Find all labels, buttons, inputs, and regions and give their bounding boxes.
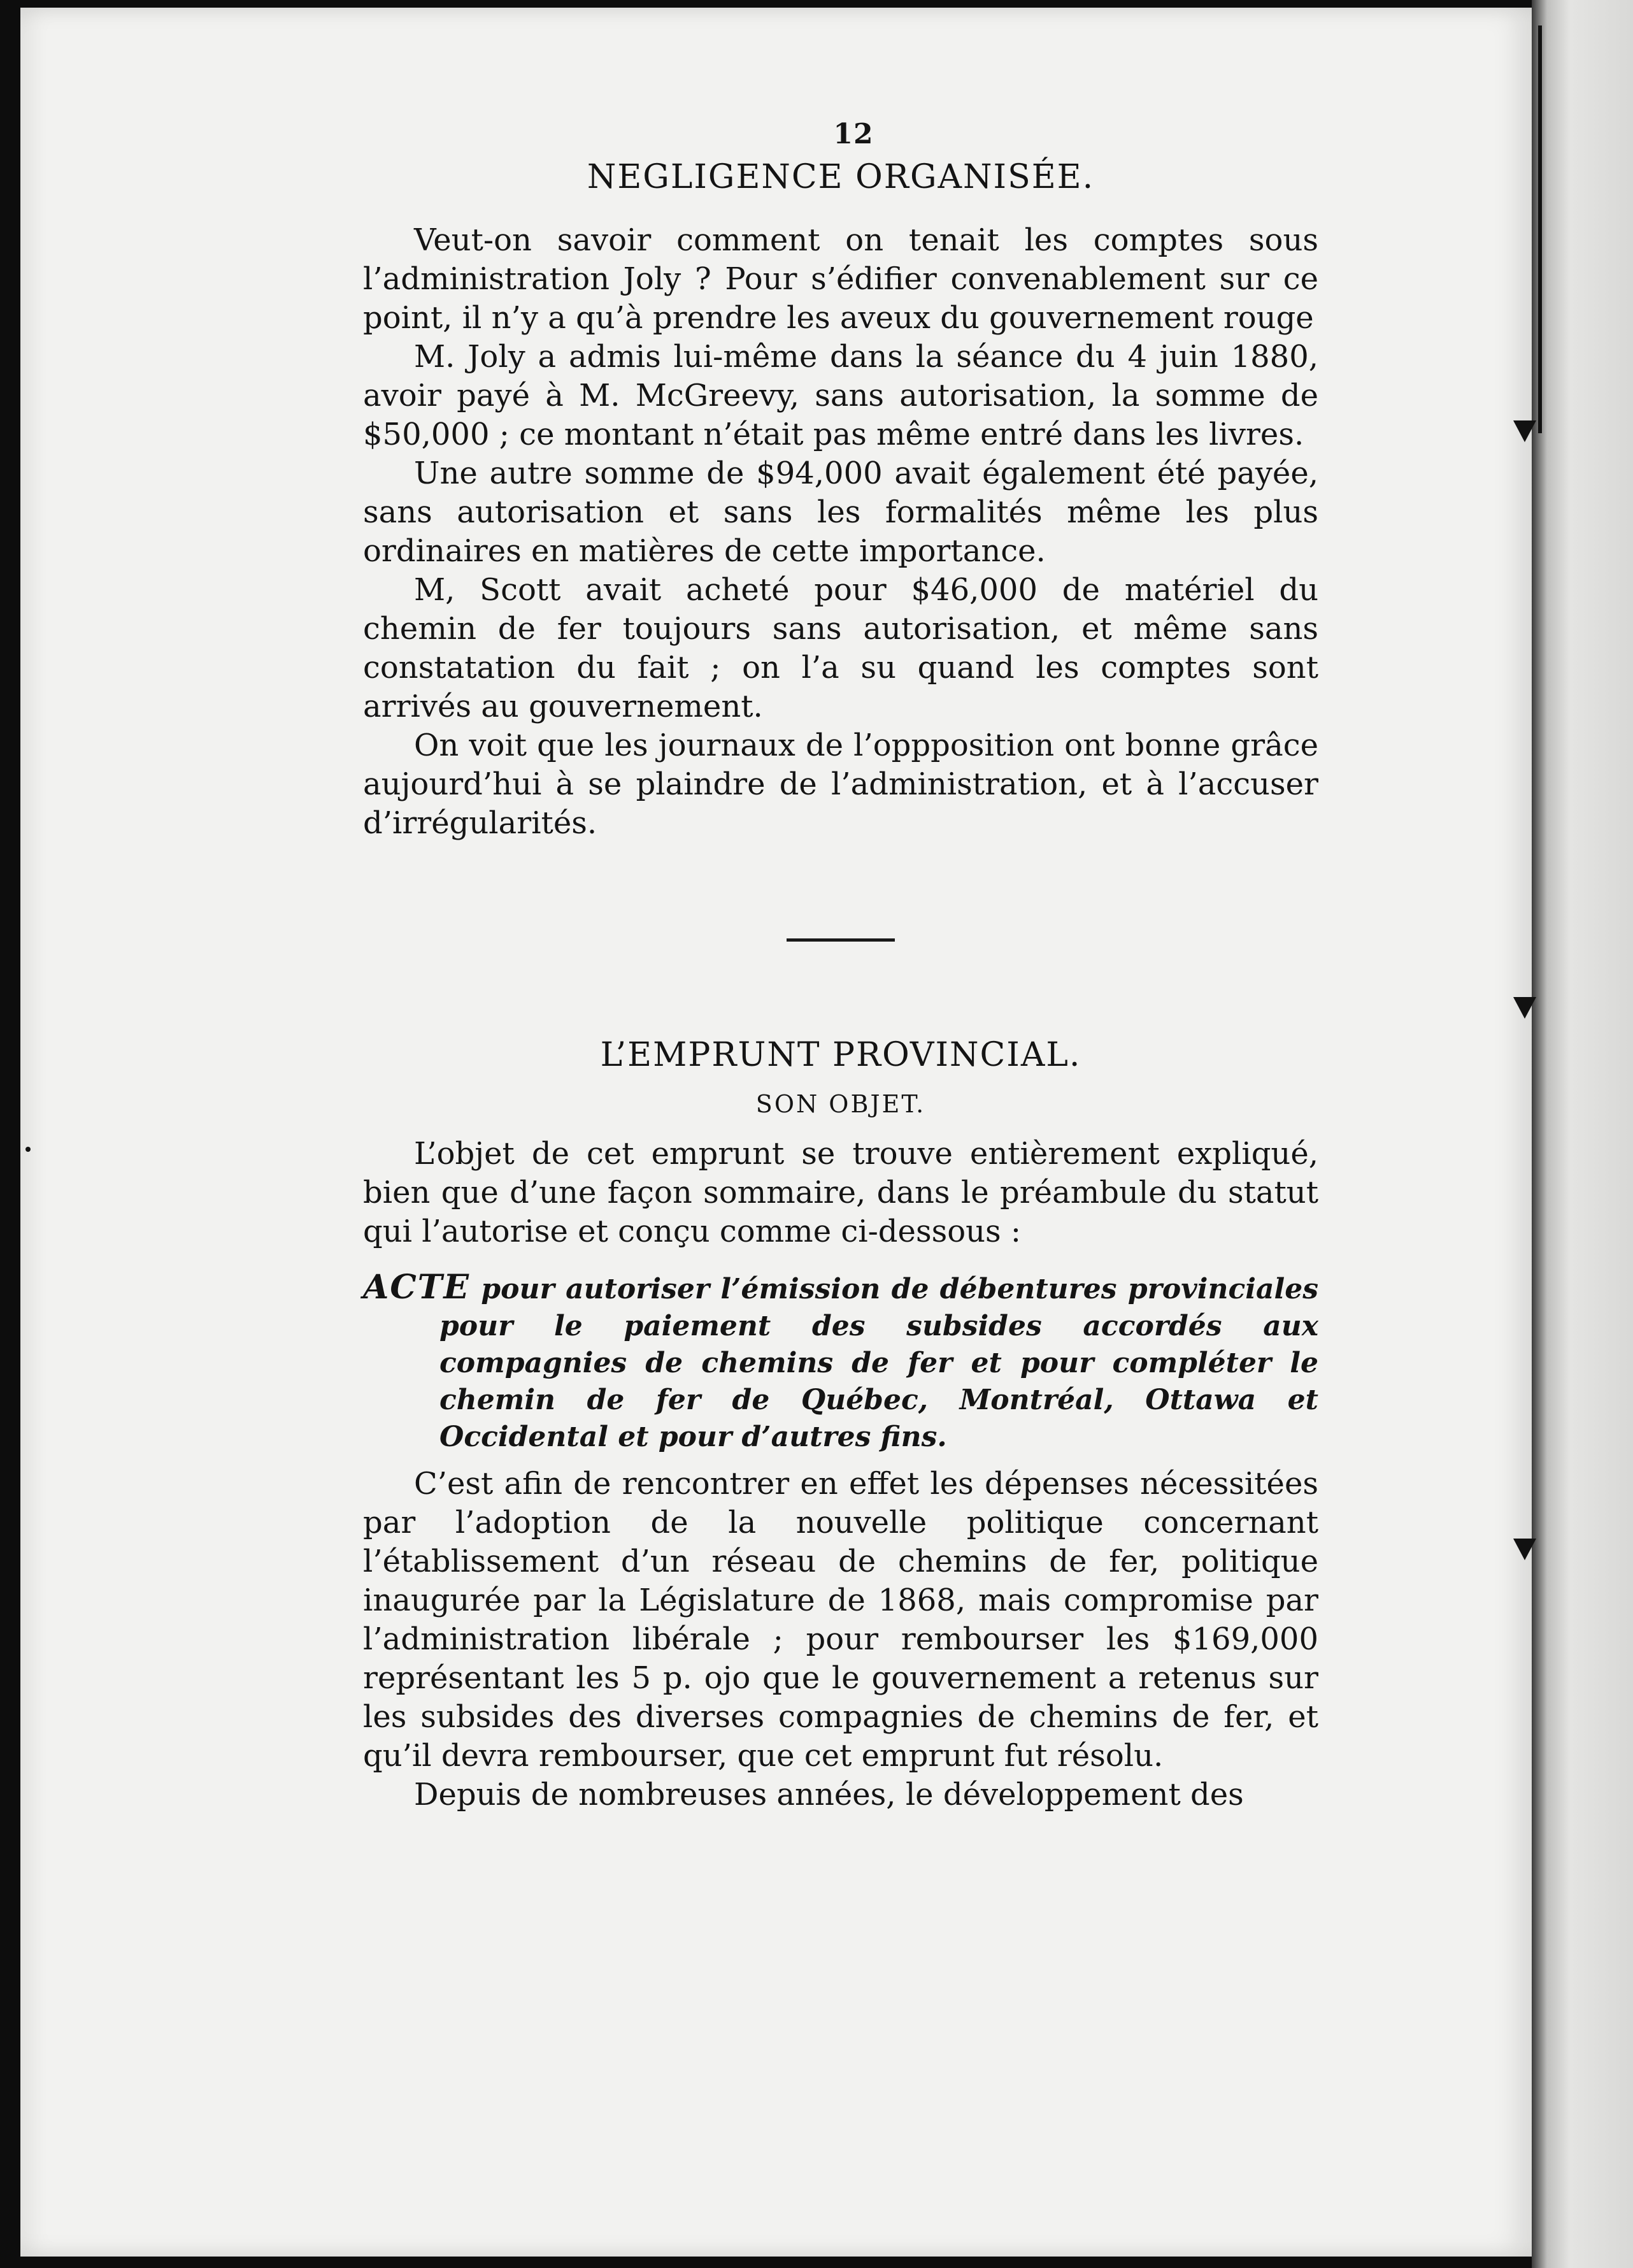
paragraph: M, Scott avait acheté pour $46,000 de matériel du chemin de fer toujours sans autorisation, et même sans constatation du fait ; on l’a su quand les comptes sont arrivés au gouvernement.: [363, 572, 1318, 725]
binding-mark: [1513, 1539, 1536, 1560]
statute-title: [363, 1269, 1318, 1456]
scan-speck: [25, 1147, 31, 1152]
paragraph: L’objet de cet emprunt se trouve entièrement expliqué, bien que d’une façon sommaire, dans le préambule du statut qui l’autorise et conçu comme ci-dessous :: [363, 1136, 1318, 1250]
section-divider: [787, 938, 895, 942]
statute-lead-word: ACTE: [363, 1268, 471, 1307]
section-title-emprunt: L’EMPRUNT PROVINCIAL.: [600, 1036, 1081, 1075]
adjacent-page-edge: [1532, 0, 1633, 2268]
binding-shadow: [1538, 25, 1542, 433]
paragraph: Une autre somme de $94,000 avait également été payée, sans autorisation et sans les formalités même les plus ordinaires en matières de cette importance.: [363, 456, 1318, 570]
section-subtitle: SON OBJET.: [755, 1090, 926, 1119]
section-title-negligence: NEGLIGENCE ORGANISÉE.: [587, 158, 1095, 196]
paragraph: Depuis de nombreuses années, le développement des: [414, 1777, 1244, 1813]
paragraph: M. Joly a admis lui-même dans la séance du 4 juin 1880, avoir payé à M. McGreevy, sans autorisation, la somme de $50,000 ; ce montant n’était pas même entré dans les livres.: [363, 339, 1318, 453]
paragraph: C’est afin de rencontrer en effet les dépenses nécessitées par l’adoption de la nouvelle politique concernant l’établissement d’un réseau de chemins de fer, politique inaugurée par la Législature de 1868, mais compromise par l’administration libérale ; pour rembourser les $169,000 représentant les 5 p. ojo que le gouvernement a retenus sur les subsides des diverses compagnies de chemins de fer, et qu’il devra rembourser, que cet emprunt fut résolu.: [363, 1466, 1318, 1774]
paragraph: On voit que les journaux de l’oppposition ont bonne grâce aujourd’hui à se plaindre de l’administration, et à l’accuser d’irrégularités.: [363, 728, 1318, 842]
statute-text: pour autoriser l’émission de débentures provinciales pour le paiement des subsides accordés aux compagnies de chemins de fer et pour compléter le chemin de fer de Québec, Montréal, Ottawa et Occidental et pour d’autres fins.: [439, 1273, 1318, 1454]
page-number: 12: [833, 118, 874, 150]
binding-mark: [1513, 997, 1536, 1019]
paragraph: Veut-on savoir comment on tenait les comptes sous l’administration Joly ? Pour s’édifier convenablement sur ce point, il n’y a qu’à prendre les aveux du gouvernement rouge: [363, 222, 1318, 336]
page-text-column: [363, 118, 1318, 1814]
binding-mark: [1513, 420, 1536, 442]
